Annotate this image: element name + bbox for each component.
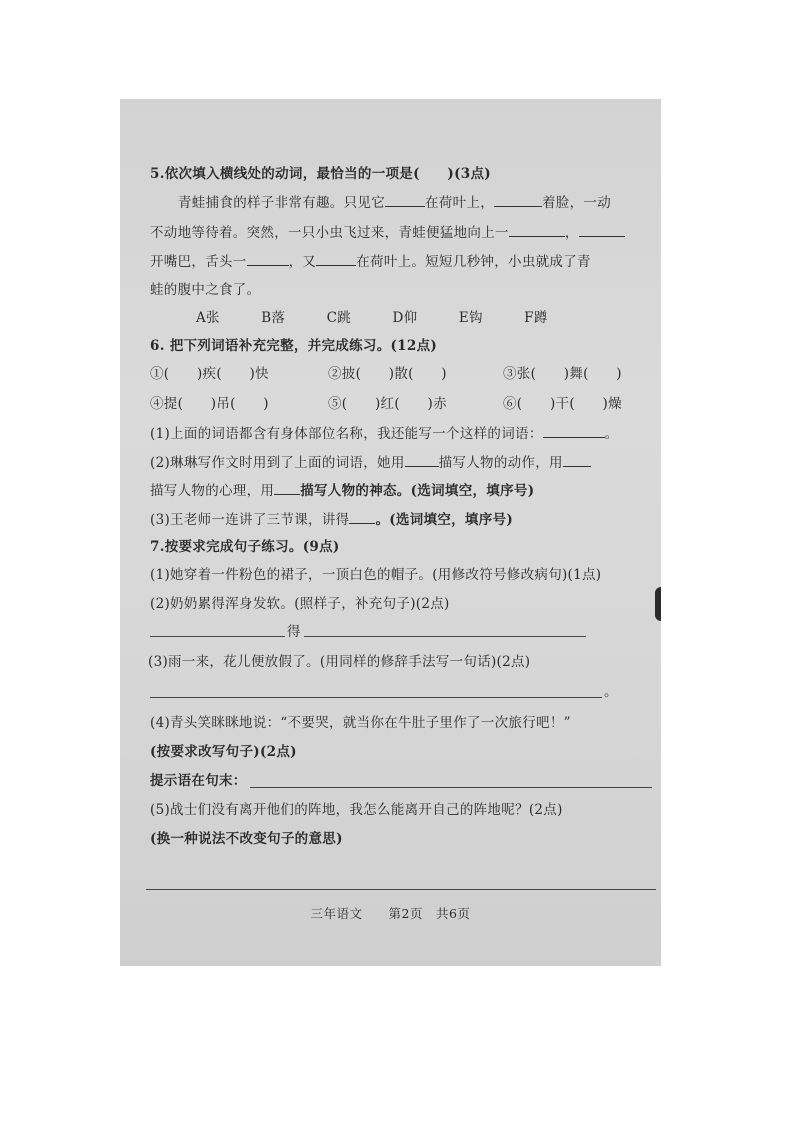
q6-title: 6. 把下列词语补充完整，并完成练习。(12点) (150, 338, 438, 354)
answer-line[interactable] (304, 636, 586, 637)
blank[interactable] (316, 252, 356, 266)
q5-paragraph-line-4: 蛙的腹中之食了。 (150, 282, 261, 298)
q7-sub-4-tip: 提示语在句末： (150, 773, 247, 789)
q7-sub-3: (3)雨一来，花儿便放假了。(用同样的修辞手法写一句话)(2点) (148, 654, 531, 670)
blank[interactable] (579, 223, 625, 237)
q5-title: 5.依次填入横线处的动词，最恰当的一项是( )(3点) (150, 166, 491, 182)
exam-sheet (120, 99, 661, 966)
q7-sub-3-end: 。 (604, 684, 618, 700)
blank[interactable] (247, 252, 289, 266)
q6-word-1[interactable]: ①( )疾( )快 (150, 366, 269, 382)
q7-sub-2: (2)奶奶累得浑身发软。(照样子，补充句子)(2点) (150, 596, 450, 612)
q6-sub-2-line-2: 描写人物的心理，用 描写人物的神态。(选词填空，填序号) (150, 483, 535, 499)
q7-title: 7.按要求完成句子练习。(9点) (150, 539, 340, 555)
blank[interactable] (509, 223, 565, 237)
q6-sub-3: (3)王老师一连讲了三节课，讲得 。(选词填空，填序号) (150, 512, 514, 528)
q6-word-2[interactable]: ②披( )散( ) (328, 366, 447, 382)
q6-word-4[interactable]: ④提( )吊( ) (150, 396, 269, 412)
q5-paragraph-line-1: 青蛙捕食的样子非常有趣。只见它 在荷叶上， 着脸，一动 (178, 195, 611, 211)
blank[interactable] (385, 193, 425, 207)
q7-sub-2-de: 得 (287, 624, 301, 640)
q5-paragraph-line-2: 不动地等待着。突然，一只小虫飞过来，青蛙便猛地向上一 ， (150, 223, 625, 242)
answer-blank[interactable] (405, 453, 439, 467)
answer-line[interactable] (146, 889, 656, 890)
q6-sub-2-line-1: (2)琳琳写作文时用到了上面的词语，她用 描写人物的动作，用 (150, 453, 591, 472)
q7-sub-5: (5)战士们没有离开他们的阵地，我怎么能离开自己的阵地呢？(2点) (150, 802, 563, 818)
q7-sub-1: (1)她穿着一件粉色的裙子，一顶白色的帽子。(用修改符号修改病句)(1点) (150, 567, 602, 583)
page-footer: 三年语文 第2页 共6页 (310, 906, 471, 921)
answer-line[interactable] (150, 636, 285, 637)
q6-sub-1: (1)上面的词语都含有身体部位名称，我还能写一个这样的词语： 。 (150, 426, 619, 442)
q7-sub-4: (4)青头笑眯眯地说：“不要哭，就当你在牛肚子里作了一次旅行吧！” (150, 715, 571, 731)
q7-sub-4-requirement: (按要求改写句子)(2点) (150, 744, 297, 760)
answer-blank[interactable] (563, 453, 591, 467)
answer-line[interactable] (150, 697, 602, 698)
q7-sub-5-requirement: (换一种说法不改变句子的意思) (150, 831, 343, 847)
q6-word-5[interactable]: ⑤( )红( )赤 (328, 396, 447, 412)
answer-blank[interactable] (274, 481, 300, 495)
answer-line[interactable] (250, 787, 652, 788)
q6-word-6[interactable]: ⑥( )干( )燥 (503, 396, 622, 412)
q6-word-3[interactable]: ③张( )舞( ) (503, 366, 622, 382)
q5-paragraph-line-3: 开嘴巴，舌头一 ，又 在荷叶上。短短几秒钟，小虫就成了青 (150, 254, 591, 270)
blank[interactable] (494, 193, 542, 207)
answer-blank[interactable] (543, 424, 605, 438)
answer-blank[interactable] (349, 510, 375, 524)
q5-options: A张 B落 C跳 D仰 E钩 F蹲 (196, 310, 548, 326)
